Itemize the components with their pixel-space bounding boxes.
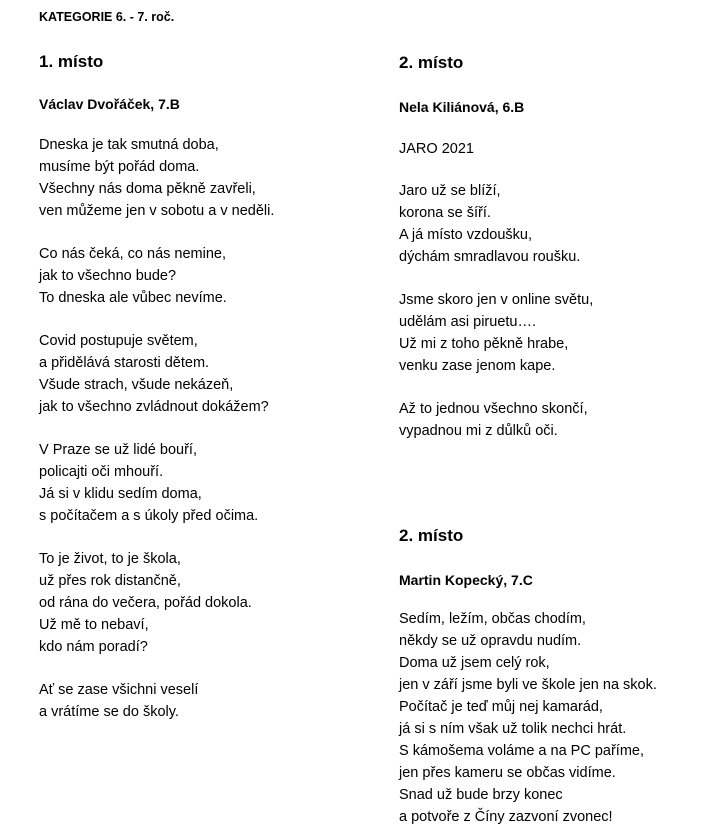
poem-line: dýchám smradlavou roušku. bbox=[399, 249, 581, 265]
stanza bbox=[399, 180, 719, 268]
poem-line: Dneska je tak smutná doba, bbox=[39, 137, 219, 153]
poem-line: korona se šíří. bbox=[399, 205, 491, 221]
poem-line: Sedím, ležím, občas chodím, bbox=[399, 611, 586, 627]
poem-title: JARO 2021 bbox=[399, 141, 474, 157]
author-name: Václav Dvořáček, 7.B bbox=[39, 96, 180, 112]
poem-line: ven můžeme jen v sobotu a v neděli. bbox=[39, 203, 275, 219]
stanza bbox=[39, 134, 359, 222]
place-heading: 1. místo bbox=[39, 52, 104, 71]
poem-line: jak to všechno bude? bbox=[39, 268, 177, 284]
poem-line: někdy se už opravdu nudím. bbox=[399, 633, 582, 649]
place-heading: 2. místo bbox=[399, 526, 464, 545]
poem-line: To dneska ale vůbec nevíme. bbox=[39, 290, 227, 306]
stanza bbox=[399, 289, 719, 377]
poem-line: a potvoře z Číny zazvoní zvonec! bbox=[399, 809, 613, 825]
poem-line: V Praze se už lidé bouří, bbox=[39, 442, 197, 458]
poem-line: od rána do večera, pořád dokola. bbox=[39, 595, 252, 611]
poem-line: už přes rok distančně, bbox=[39, 573, 181, 589]
poem-line: A já místo vzdoušku, bbox=[399, 227, 532, 243]
stanza bbox=[39, 679, 359, 723]
author-name: Nela Kiliánová, 6.B bbox=[399, 99, 525, 115]
poem-line: Už mi z toho pěkně hrabe, bbox=[399, 336, 569, 352]
poem-line: udělám asi piruetu…. bbox=[399, 314, 537, 330]
entry-second-place-a bbox=[399, 52, 719, 442]
poem-line: Všechny nás doma pěkně zavřeli, bbox=[39, 181, 256, 197]
entry-second-place-b bbox=[399, 525, 719, 828]
poem-line: vypadnou mi z důlků oči. bbox=[399, 423, 558, 439]
stanza bbox=[399, 608, 719, 828]
poem-line: Všude strach, všude nekázeň, bbox=[39, 377, 234, 393]
poem-line: jen přes kameru se občas vidíme. bbox=[399, 765, 616, 781]
poem-line: Ať se zase všichni veselí bbox=[39, 682, 199, 698]
poem-line: a vrátíme se do školy. bbox=[39, 704, 179, 720]
poem-line: Jaro už se blíží, bbox=[399, 183, 501, 199]
poem-line: kdo nám poradí? bbox=[39, 639, 148, 655]
poem-line: Doma už jsem celý rok, bbox=[399, 655, 550, 671]
poem-line: jen v září jsme byli ve škole jen na skok. bbox=[399, 677, 657, 693]
poem-line: S kámošema voláme a na PC paříme, bbox=[399, 743, 644, 759]
category-heading: KATEGORIE 6. - 7. roč. bbox=[39, 10, 175, 24]
poem-line: Covid postupuje světem, bbox=[39, 333, 198, 349]
poem-line: Už mě to nebaví, bbox=[39, 617, 149, 633]
poem-line: musíme být pořád doma. bbox=[39, 159, 200, 175]
poem-line: já si s ním však už tolik nechci hrát. bbox=[399, 721, 627, 737]
stanza bbox=[39, 243, 359, 309]
entry-first-place bbox=[39, 51, 359, 723]
poem-line: Já si v klidu sedím doma, bbox=[39, 486, 202, 502]
stanza bbox=[39, 548, 359, 658]
poem-line: Až to jednou všechno skončí, bbox=[399, 401, 588, 417]
poem-line: venku zase jenom kape. bbox=[399, 358, 556, 374]
place-heading: 2. místo bbox=[399, 53, 464, 72]
poem-line: Jsme skoro jen v online světu, bbox=[399, 292, 594, 308]
author-name: Martin Kopecký, 7.C bbox=[399, 572, 533, 588]
poem-line: policajti oči mhouří. bbox=[39, 464, 164, 480]
poem-line: Počítač je teď můj nej kamarád, bbox=[399, 699, 603, 715]
stanza bbox=[39, 439, 359, 527]
poem-line: a přidělává starosti dětem. bbox=[39, 355, 210, 371]
stanza bbox=[399, 398, 719, 442]
poem-line: s počítačem a s úkoly před očima. bbox=[39, 508, 259, 524]
poem-line: To je život, to je škola, bbox=[39, 551, 181, 567]
poem-line: Co nás čeká, co nás nemine, bbox=[39, 246, 226, 262]
poem-line: jak to všechno zvládnout dokážem? bbox=[39, 399, 269, 415]
poem-line: Snad už bude brzy konec bbox=[399, 787, 563, 803]
stanza bbox=[39, 330, 359, 418]
